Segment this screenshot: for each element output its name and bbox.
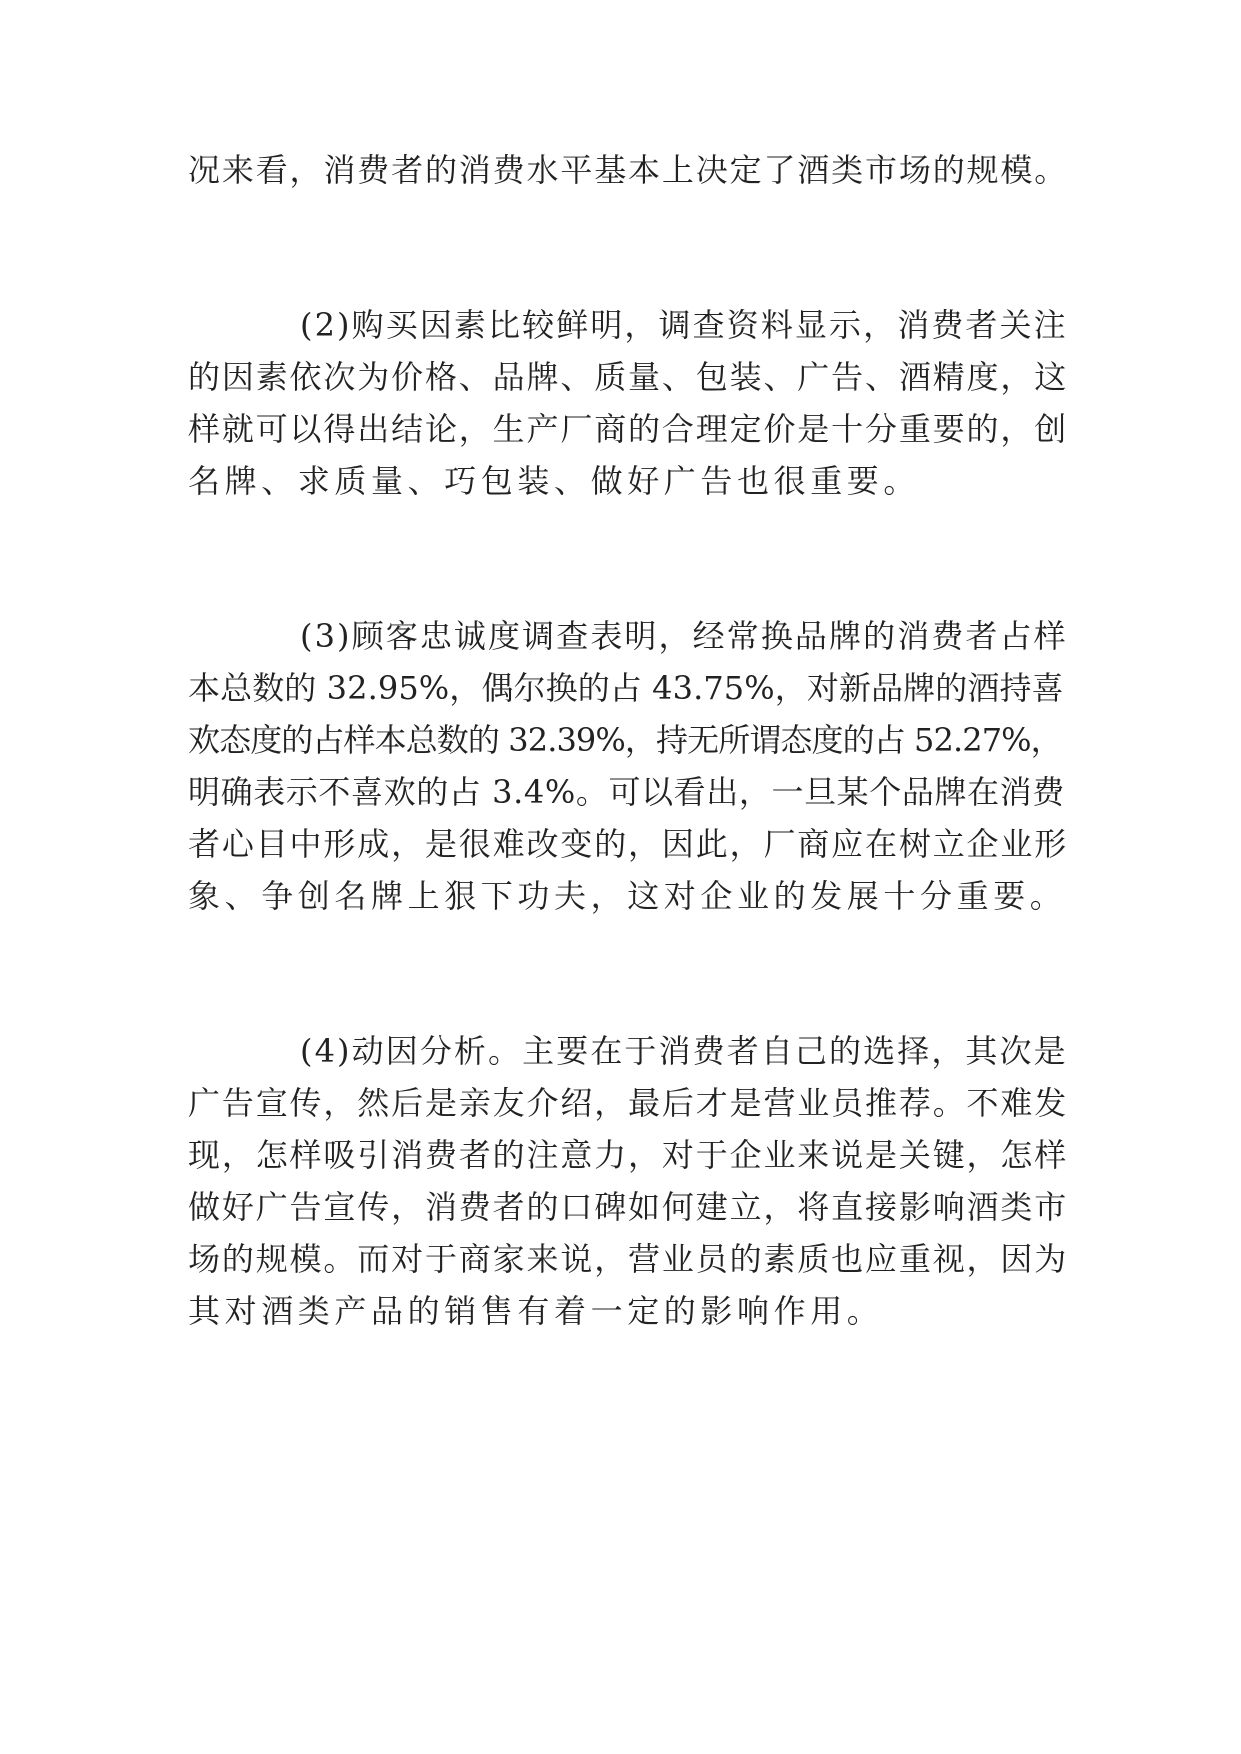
paragraph-line: 现，怎样吸引消费者的注意力，对于企业来说是关键，怎样	[188, 1136, 1069, 1174]
paragraph-line: 者心目中形成，是很难改变的，因此，厂商应在树立企业形	[188, 825, 1069, 863]
paragraph-line: 名牌、求质量、巧包装、做好广告也很重要。	[188, 462, 921, 500]
paragraph-line: 本总数的 32.95%，偶尔换的占 43.75%，对新品牌的酒持喜	[188, 669, 1064, 707]
paragraph-line: (2)购买因素比较鲜明，调查资料显示，消费者关注	[300, 306, 1068, 344]
paragraph-line: 做好广告宣传，消费者的口碑如何建立，将直接影响酒类市	[188, 1188, 1069, 1226]
paragraph-line: 欢态度的占样本总数的 32.39%，持无所谓态度的占 52.27%，	[188, 721, 1062, 759]
paragraph-line: 样就可以得出结论，生产厂商的合理定价是十分重要的，创	[188, 410, 1069, 448]
paragraph-line: 场的规模。而对于商家来说，营业员的素质也应重视，因为	[188, 1240, 1069, 1278]
paragraph-line: 象、争创名牌上狠下功夫，这对企业的发展十分重要。	[188, 877, 1067, 915]
paragraph-line: 其对酒类产品的销售有着一定的影响作用。	[188, 1292, 884, 1330]
paragraph-line: 的因素依次为价格、品牌、质量、包装、广告、酒精度，这	[188, 358, 1069, 396]
paragraph-line: 明确表示不喜欢的占 3.4%。可以看出，一旦某个品牌在消费	[188, 773, 1065, 811]
paragraph-line: (4)动因分析。主要在于消费者自己的选择，其次是	[300, 1032, 1068, 1070]
paragraph-line: 况来看，消费者的消费水平基本上决定了酒类市场的规模。	[188, 151, 1069, 189]
paragraph-line: 广告宣传，然后是亲友介绍，最后才是营业员推荐。不难发	[188, 1084, 1069, 1122]
paragraph-line: (3)顾客忠诚度调查表明，经常换品牌的消费者占样	[300, 617, 1068, 655]
